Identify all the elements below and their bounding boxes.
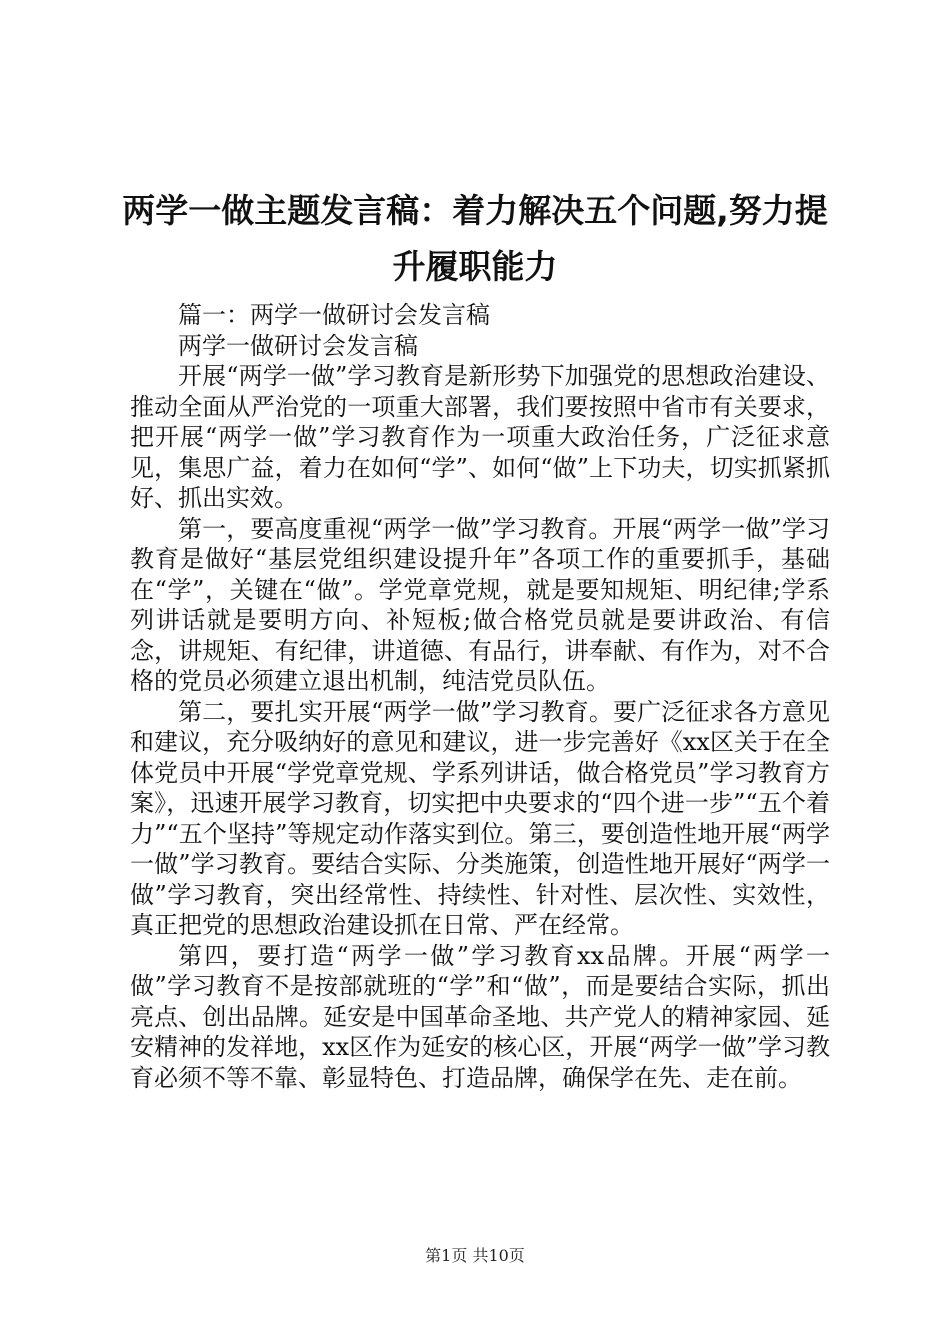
subheading: 两学一做研讨会发言稿 xyxy=(178,331,418,360)
document-title: 两学一做主题发言稿：着力解决五个问题,努力提升履职能力 xyxy=(122,191,828,286)
paragraph: 第二，要扎实开展“两学一做”学习教育。要广泛征求各方意见和建议，充分吸纳好的意见和建议，进一步完善好《xx区关于在全体党员中开展“学党章党规、学系列讲话，做合格党员”学习教育方案》，迅速开展学习教育，切实把中央要求的“四个进一步”“五个着力”“五个坚持”等规定动作落实到位。第三，要创造性地开展“两学一做”学习教育。要结合实际、分类施策，创造性地开展好“两学一做”学习教育，突出经常性、持续性、针对性、层次性、实效性，真正把党的思想政治建设抓在日常、严在经常。 xyxy=(130,697,830,939)
paragraph: 第四，要打造“两学一做”学习教育xx品牌。开展“两学一做”学习教育不是按部就班的“学”和“做”，而是要结合实际，抓出亮点、创出品牌。延安是中国革命圣地、共产党人的精神家园、延安精神的发祥地，xx区作为延安的核心区，开展“两学一做”学习教育必须不等不靠、彰显特色、打造品牌，确保学在先、走在前。 xyxy=(130,941,830,1092)
page-footer: 第1页 共10页 xyxy=(425,1246,525,1265)
section-heading: 篇一：两学一做研讨会发言稿 xyxy=(178,301,490,329)
paragraph: 开展“两学一做”学习教育是新形势下加强党的思想政治建设、推动全面从严治党的一项重大部署，我们要按照中省市有关要求，把开展“两学一做”学习教育作为一项重大政治任务，广泛征求意见，集思广益，着力在如何“学”、如何“做”上下功夫，切实抓紧抓好、抓出实效。 xyxy=(130,362,830,512)
document-body xyxy=(130,300,830,1093)
paragraph: 第一，要高度重视“两学一做”学习教育。开展“两学一做”学习教育是做好“基层党组织建设提升年”各项工作的重要抓手，基础在“学”，关键在“做”。学党章党规，就是要知规矩、明纪律;学系列讲话就是要明方向、补短板;做合格党员就是要讲政治、有信念，讲规矩、有纪律，讲道德、有品行，讲奉献、有作为，对不合格的党员必须建立退出机制，纯洁党员队伍。 xyxy=(130,514,830,695)
